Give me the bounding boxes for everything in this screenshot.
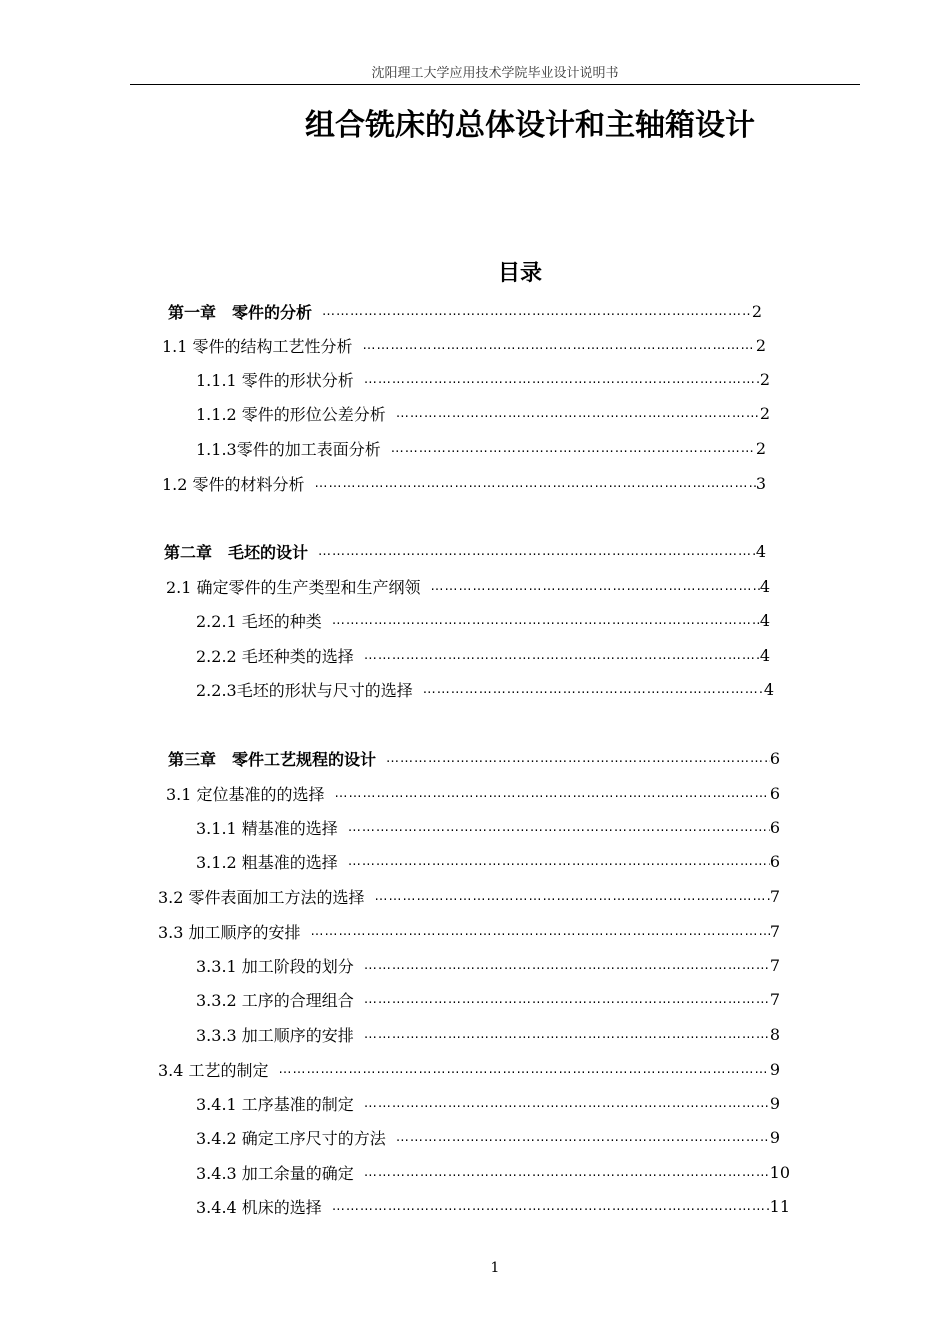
toc-entry[interactable] [158, 920, 780, 942]
toc-entry-label: 第一章 零件的分析 [168, 302, 313, 322]
toc-entry[interactable] [196, 988, 780, 1010]
toc-heading: 目录 [497, 261, 542, 286]
toc-entry[interactable] [196, 1126, 780, 1148]
dot-leader [279, 1062, 770, 1077]
dot-leader [386, 751, 770, 766]
toc-entry[interactable] [166, 782, 780, 804]
toc-entry[interactable] [196, 644, 770, 666]
toc-entry[interactable] [196, 678, 774, 700]
toc-entry[interactable] [196, 437, 766, 459]
toc-entry-page: 4 [759, 610, 770, 630]
dot-leader [423, 682, 764, 697]
toc-entry-label: 1.1.2 零件的形位公差分析 [196, 404, 386, 424]
document-title: 组合铣床的总体设计和主轴箱设计 [305, 108, 755, 143]
toc-entry-page: 7 [769, 921, 780, 941]
toc-entry[interactable] [158, 1058, 780, 1080]
dot-leader [315, 476, 756, 491]
toc-entry[interactable] [162, 472, 766, 494]
toc-entry[interactable] [196, 609, 770, 631]
toc-entry-page: 4 [759, 645, 770, 665]
toc-chapter-entry[interactable] [168, 747, 780, 769]
toc-entry-page: 4 [759, 576, 770, 596]
dot-leader [396, 406, 760, 421]
toc-entry-page: 9 [769, 1059, 780, 1079]
toc-entry[interactable] [196, 368, 770, 390]
toc-entry-label: 1.2 零件的材料分析 [162, 474, 305, 494]
dot-leader [318, 544, 756, 559]
toc-entry[interactable] [196, 1092, 780, 1114]
toc-entry-page: 4 [755, 541, 766, 561]
dot-leader [332, 1199, 770, 1214]
dot-leader [364, 372, 760, 387]
toc-entry-label: 2.2.3毛坯的形状与尺寸的选择 [196, 680, 413, 700]
toc-entry-page: 7 [769, 955, 780, 975]
toc-entry-page: 2 [751, 301, 762, 321]
toc-entry-label: 3.3.2 工序的合理组合 [196, 990, 354, 1010]
dot-leader [348, 854, 770, 869]
toc-entry-label: 3.4 工艺的制定 [158, 1060, 269, 1080]
toc-entry-page: 10 [769, 1162, 790, 1182]
toc-entry-page: 6 [769, 851, 780, 871]
dot-leader [364, 1096, 770, 1111]
toc-entry-label: 2.2.1 毛坯的种类 [196, 611, 322, 631]
toc-entry-page: 2 [755, 335, 766, 355]
toc-entry-label: 3.2 零件表面加工方法的选择 [158, 887, 365, 907]
dot-leader [364, 1165, 770, 1180]
dot-leader [375, 889, 770, 904]
toc-entry[interactable] [196, 1195, 790, 1217]
toc-entry-label: 3.1.1 精基准的选择 [196, 818, 338, 838]
dot-leader [431, 579, 760, 594]
toc-entry[interactable] [196, 816, 780, 838]
toc-entry[interactable] [166, 575, 770, 597]
toc-entry[interactable] [196, 402, 770, 424]
toc-entry-label: 3.1 定位基准的的选择 [166, 784, 325, 804]
dot-leader [396, 1130, 770, 1145]
page-number: 1 [490, 1260, 500, 1276]
toc-entry-page: 11 [769, 1196, 790, 1216]
toc-entry[interactable] [158, 885, 780, 907]
toc-entry-label: 3.4.2 确定工序尺寸的方法 [196, 1128, 386, 1148]
toc-entry-page: 2 [755, 438, 766, 458]
toc-entry-label: 1.1 零件的结构工艺性分析 [162, 336, 353, 356]
dot-leader [364, 958, 770, 973]
toc-entry[interactable] [196, 1161, 790, 1183]
toc-entry[interactable] [196, 954, 780, 976]
toc-entry-label: 1.1.1 零件的形状分析 [196, 370, 354, 390]
dot-leader [364, 1027, 770, 1042]
toc-entry-label: 3.4.3 加工余量的确定 [196, 1163, 354, 1183]
toc-entry-page: 6 [769, 748, 780, 768]
toc-entry[interactable] [196, 1023, 780, 1045]
toc-entry-page: 6 [769, 817, 780, 837]
dot-leader [311, 924, 770, 939]
toc-entry-label: 第三章 零件工艺规程的设计 [168, 749, 377, 769]
toc-entry-label: 2.1 确定零件的生产类型和生产纲领 [166, 577, 421, 597]
toc-entry-label: 3.1.2 粗基准的选择 [196, 852, 338, 872]
toc-entry-label: 2.2.2 毛坯种类的选择 [196, 646, 354, 666]
toc-entry-page: 3 [755, 473, 766, 493]
dot-leader [348, 820, 770, 835]
dot-leader [363, 338, 756, 353]
toc-chapter-entry[interactable] [164, 540, 766, 562]
dot-leader [332, 613, 760, 628]
dot-leader [391, 441, 756, 456]
toc-entry-page: 8 [769, 1024, 780, 1044]
dot-leader [322, 304, 752, 319]
toc-entry-label: 1.1.3零件的加工表面分析 [196, 439, 381, 459]
toc-entry-label: 3.4.1 工序基准的制定 [196, 1094, 354, 1114]
toc-entry-label: 3.4.4 机床的选择 [196, 1197, 322, 1217]
toc-entry-page: 4 [763, 679, 774, 699]
toc-entry[interactable] [162, 334, 766, 356]
toc-entry-page: 9 [769, 1127, 780, 1147]
dot-leader [335, 786, 770, 801]
header-text: 沈阳理工大学应用技术学院毕业设计说明书 [371, 66, 619, 81]
toc-entry-page: 9 [769, 1093, 780, 1113]
toc-entry-page: 7 [769, 989, 780, 1009]
toc-entry-label: 第二章 毛坯的设计 [164, 542, 309, 562]
toc-entry[interactable] [196, 850, 780, 872]
toc-entry-label: 3.3 加工顺序的安排 [158, 922, 301, 942]
toc-chapter-entry[interactable] [168, 300, 762, 322]
toc-entry-page: 6 [769, 783, 780, 803]
dot-leader [364, 992, 770, 1007]
toc-entry-page: 7 [769, 886, 780, 906]
toc-entry-label: 3.3.1 加工阶段的划分 [196, 956, 354, 976]
toc-entry-label: 3.3.3 加工顺序的安排 [196, 1025, 354, 1045]
toc-entry-page: 2 [759, 369, 770, 389]
dot-leader [364, 648, 760, 663]
toc-entry-page: 2 [759, 403, 770, 423]
